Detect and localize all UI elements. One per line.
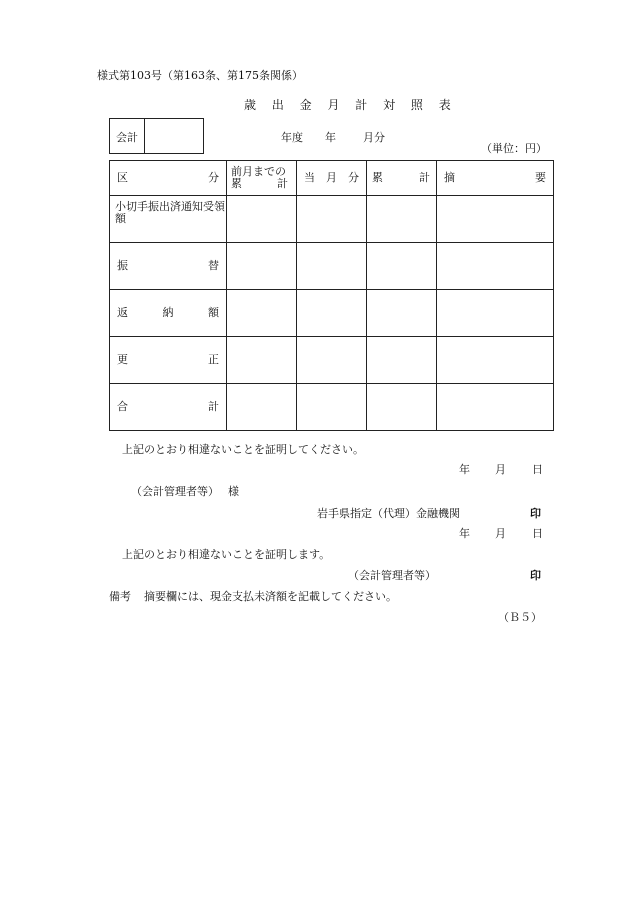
row-label-b: 替 — [208, 259, 219, 272]
nen-label: 年 — [325, 131, 336, 144]
cell-tekiyou — [437, 384, 554, 431]
row-label-b: 正 — [208, 353, 219, 366]
cell-current — [297, 290, 367, 337]
table-row — [110, 290, 554, 337]
row-label-text: 小切手振出済通知受領額 — [115, 200, 225, 225]
cell-prev — [227, 243, 297, 290]
table-row — [110, 337, 554, 384]
report-table — [109, 160, 554, 431]
header-tekiyou — [437, 161, 554, 196]
paper-size: （Ｂ５） — [498, 611, 542, 624]
addressee: （会計管理者等） 様 — [131, 485, 239, 498]
row-label-a: 振 — [117, 259, 128, 272]
date-tsuki-2: 月 — [495, 527, 506, 540]
date-nen-2: 年 — [459, 527, 470, 540]
row-label-b: 計 — [208, 400, 219, 413]
nendo-label: 年度 — [281, 131, 303, 144]
note-label: 備考 — [109, 590, 131, 603]
date-hi-1: 日 — [532, 463, 543, 476]
header-prev-cumulative — [227, 161, 297, 196]
kaikei-divider — [144, 119, 145, 153]
header-prev-line2b: 計 — [277, 177, 288, 190]
header-current-c: 分 — [348, 171, 359, 184]
header-current-a: 当 — [304, 171, 315, 184]
cell-prev — [227, 337, 297, 384]
header-prev-line1: 前月までの — [231, 165, 286, 178]
kaikei-box — [109, 118, 204, 154]
cell-current — [297, 384, 367, 431]
page-title: 歳 出 金 月 計 対 照 表 — [244, 98, 457, 112]
date-nen-1: 年 — [459, 463, 470, 476]
row-label-a: 返 — [117, 306, 128, 319]
note-text: 摘要欄には、現金支払未済額を記載してください。 — [144, 590, 397, 603]
row-label-a: 合 — [117, 400, 128, 413]
header-cumulative-b: 計 — [419, 171, 430, 184]
cell-tekiyou — [437, 243, 554, 290]
kaikei-label: 会計 — [116, 131, 138, 144]
tsukibun-label: 月分 — [363, 131, 385, 144]
row-label — [110, 384, 227, 431]
header-cumulative — [367, 161, 437, 196]
cell-current — [297, 196, 367, 243]
cell-cumulative — [367, 337, 437, 384]
certification-statement: 上記のとおり相違ないことを証明します。 — [122, 548, 331, 561]
header-tekiyou-b: 要 — [535, 171, 546, 184]
header-kubun-a: 区 — [117, 171, 128, 184]
manager-label: （会計管理者等） — [348, 569, 436, 582]
cell-cumulative — [367, 243, 437, 290]
row-label — [110, 243, 227, 290]
header-tekiyou-a: 摘 — [444, 171, 455, 184]
cell-current — [297, 243, 367, 290]
cell-cumulative — [367, 384, 437, 431]
header-current-b: 月 — [326, 171, 337, 184]
seal-mark: 印 — [530, 507, 541, 520]
header-current-month — [297, 161, 367, 196]
seal-mark: 印 — [530, 569, 541, 582]
header-prev-line2a: 累 — [231, 177, 242, 190]
date-hi-2: 日 — [532, 527, 543, 540]
unit-label: （単位：円） — [481, 142, 547, 155]
cell-tekiyou — [437, 196, 554, 243]
cell-cumulative — [367, 196, 437, 243]
row-label-b: 納 — [162, 306, 174, 319]
cell-current — [297, 337, 367, 384]
table-row — [110, 196, 554, 243]
bank-name: 岩手県指定（代理）金融機関 — [317, 507, 460, 520]
form-id: 様式第103号（第163条、第175条関係） — [97, 69, 303, 82]
cell-cumulative — [367, 290, 437, 337]
row-label-c: 額 — [208, 306, 219, 319]
certification-request: 上記のとおり相違ないことを証明してください。 — [122, 443, 364, 456]
cell-tekiyou — [437, 290, 554, 337]
cell-prev — [227, 196, 297, 243]
row-label-a: 更 — [117, 353, 128, 366]
cell-prev — [227, 384, 297, 431]
cell-prev — [227, 290, 297, 337]
header-cumulative-a: 累 — [372, 171, 383, 184]
date-tsuki-1: 月 — [495, 463, 506, 476]
header-row — [110, 161, 554, 196]
header-kubun — [110, 161, 227, 196]
header-kubun-b: 分 — [208, 171, 219, 184]
cell-tekiyou — [437, 337, 554, 384]
table-row — [110, 243, 554, 290]
row-label — [110, 196, 227, 243]
row-label — [110, 337, 227, 384]
table-row — [110, 384, 554, 431]
row-label — [110, 290, 227, 337]
